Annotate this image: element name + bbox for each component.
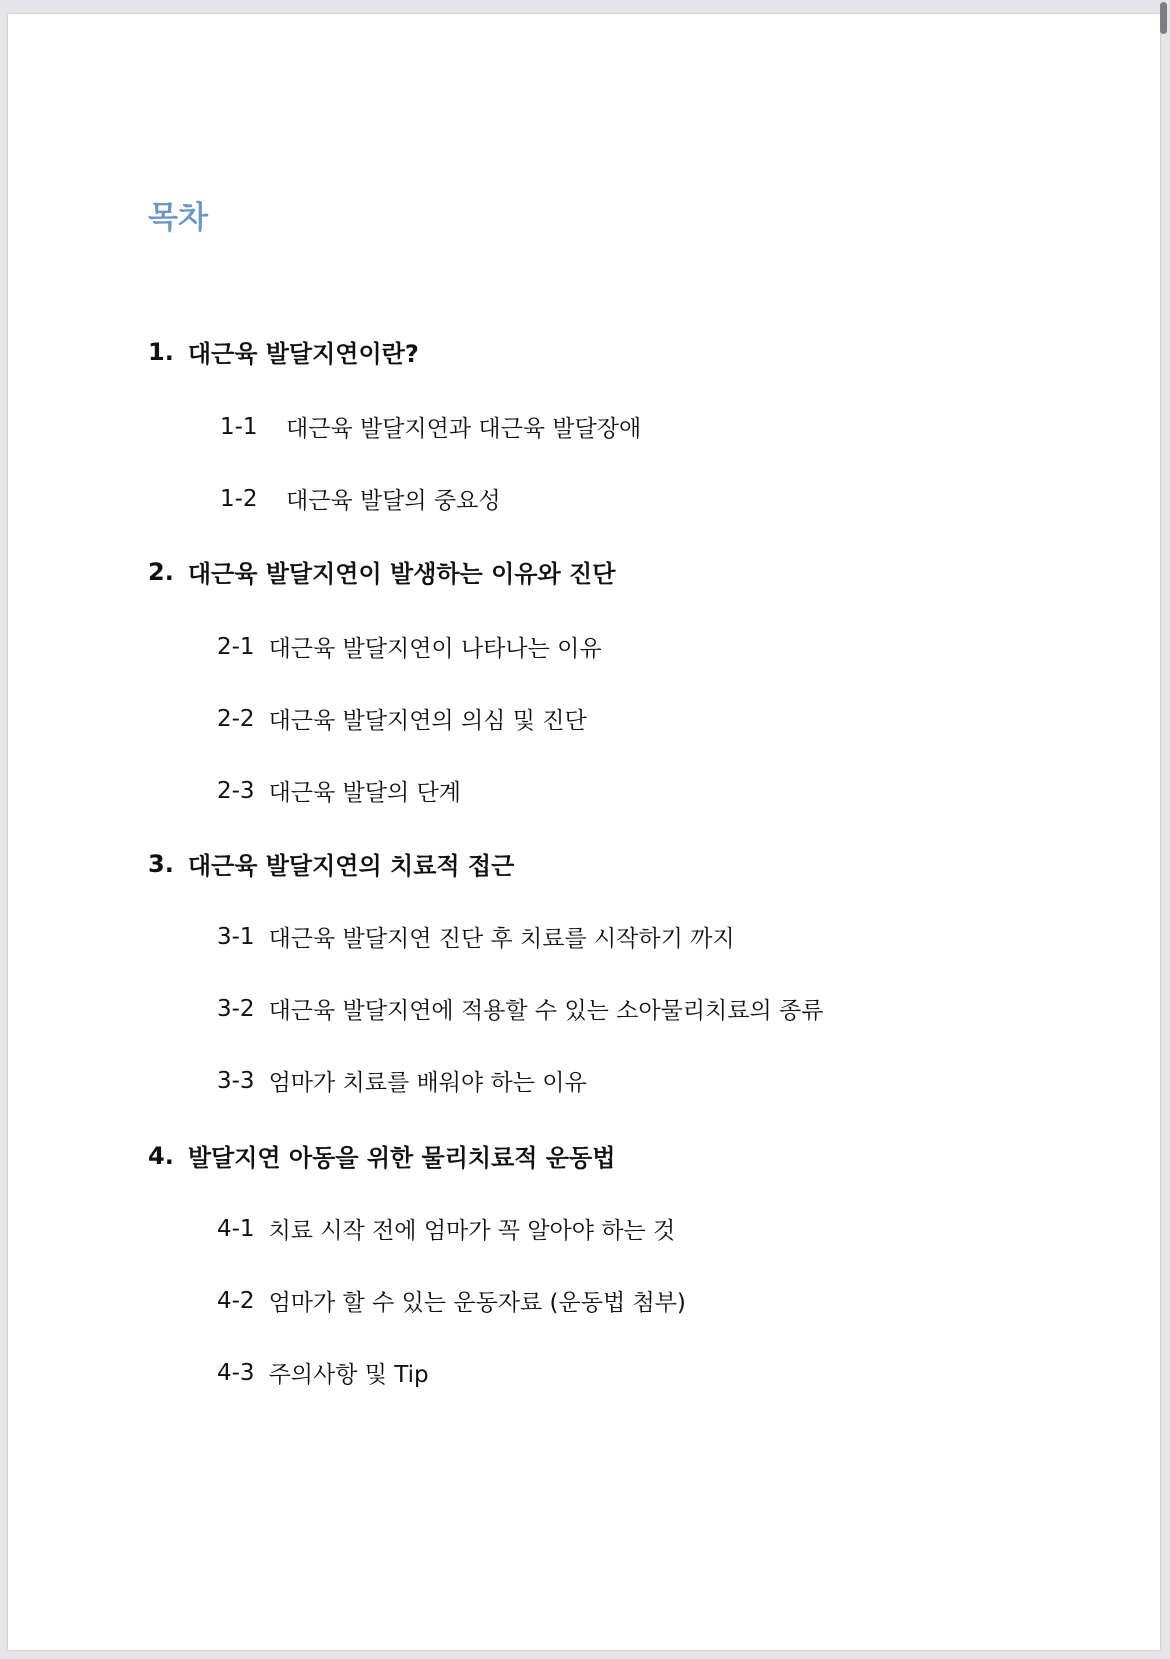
item-number: 2-1 <box>217 633 255 660</box>
item-title: 대근육 발달지연의 의심 및 진단 <box>268 708 587 734</box>
toc-item-2-1[interactable] <box>217 630 602 663</box>
item-title: 대근육 발달지연과 대근육 발달장애 <box>286 416 642 442</box>
item-number: 2-2 <box>217 705 255 732</box>
toc-item-1-1[interactable] <box>220 410 641 443</box>
toc-item-4-3[interactable] <box>217 1356 429 1389</box>
toc-item-3-2[interactable] <box>217 992 823 1025</box>
item-title: 대근육 발달지연 진단 후 치료를 시작하기 까지 <box>268 926 735 952</box>
toc-item-3-1[interactable] <box>217 920 735 953</box>
section-title: 대근육 발달지연의 치료적 접근 <box>187 852 515 880</box>
item-title: 대근육 발달의 단계 <box>268 780 461 806</box>
item-number: 3-3 <box>217 1067 255 1094</box>
toc-section-4[interactable] <box>148 1138 615 1173</box>
item-title: 치료 시작 전에 엄마가 꼭 알아야 하는 것 <box>268 1218 676 1244</box>
item-title: 엄마가 치료를 배워야 하는 이유 <box>268 1070 587 1096</box>
section-title: 발달지연 아동을 위한 물리치료적 운동법 <box>187 1144 616 1172</box>
item-title: 대근육 발달의 중요성 <box>286 488 501 514</box>
vertical-scrollbar[interactable] <box>1158 0 1170 1659</box>
toc-item-2-2[interactable] <box>217 702 587 735</box>
scroll-thumb[interactable] <box>1160 2 1167 34</box>
item-number: 3-2 <box>217 995 255 1022</box>
toc-section-3[interactable] <box>148 846 514 881</box>
toc-section-2[interactable] <box>148 554 615 589</box>
item-number: 1-2 <box>220 485 258 512</box>
item-title: 엄마가 할 수 있는 운동자료 (운동법 첨부) <box>268 1290 686 1316</box>
toc-item-4-1[interactable] <box>217 1212 675 1245</box>
item-number: 1-1 <box>220 413 258 440</box>
section-title: 대근육 발달지연이란? <box>187 340 419 368</box>
section-number: 1. <box>148 337 174 366</box>
item-number: 2-3 <box>217 777 255 804</box>
item-title: 대근육 발달지연이 나타나는 이유 <box>268 636 602 662</box>
item-number: 4-1 <box>217 1215 255 1242</box>
toc-section-1[interactable] <box>148 334 419 369</box>
item-title: 주의사항 및 Tip <box>268 1362 429 1388</box>
toc-item-3-3[interactable] <box>217 1064 587 1097</box>
section-number: 4. <box>148 1141 174 1170</box>
document-page <box>8 14 1160 1650</box>
toc-item-4-2[interactable] <box>217 1284 686 1317</box>
section-number: 3. <box>148 849 174 878</box>
toc-item-2-3[interactable] <box>217 774 461 807</box>
toc-item-1-2[interactable] <box>220 482 501 515</box>
toc-title: 목차 <box>148 200 208 236</box>
item-number: 4-2 <box>217 1287 255 1314</box>
section-title: 대근육 발달지연이 발생하는 이유와 진단 <box>187 560 616 588</box>
section-number: 2. <box>148 557 174 586</box>
item-title: 대근육 발달지연에 적용할 수 있는 소아물리치료의 종류 <box>268 998 824 1024</box>
item-number: 4-3 <box>217 1359 255 1386</box>
item-number: 3-1 <box>217 923 255 950</box>
